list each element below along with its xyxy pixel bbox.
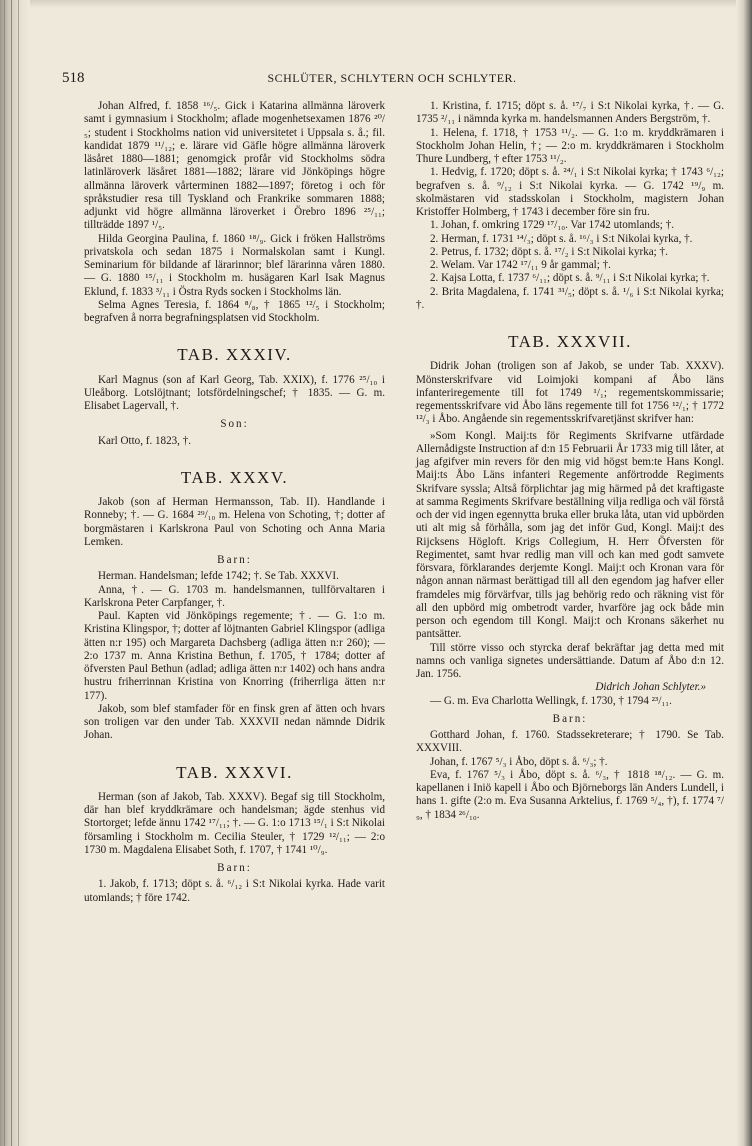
gutter-line [18, 0, 19, 1146]
running-head [62, 70, 722, 90]
tab-34-heading: TAB. XXXIV. [177, 345, 292, 365]
tab-36-child: 2. Brita Magdalena, f. 1741 ³¹/₅; döpt s. å. ¹/₆ i S:t Nikolai kyrka; †. [416, 285, 724, 311]
entry-johan-alfred: Johan Alfred, f. 1858 ¹⁶/₅. Gick i Katarina allmänna läroverk samt i gymnasium i Stockholm; aflade mogenhetsexamen 1876 ²⁰/₅; student i Stockholms nation vid universitetet i Uppsala s. å.; fil. kandidat 1879 ¹¹/₁₂; e. lärare vid Gäfle högre allmänna läroverk läsåret 1880—1881; genomgick profår vid Stockholms södra latinläroverk läsåret 1881—1882; lärare vid Jönköpings högre allmänna läroverk vårterminen 1882—1897; företog i och för språkstudier resa till Tyskland och Frankrike sommaren 1888; adjunkt vid högre allmänna läroverket i Örebro 1896 ²⁵/₁₁; tillträdde 1897 ¹/₅. [84, 100, 385, 232]
tab-34-entry: Karl Magnus (son af Karl Georg, Tab. XXIX), f. 1776 ²⁵/₁₀ i Uleåborg. Lotslöjtnant; lotsfördelningschef; † 1835. — G. m. Elisabet Lagervall, †. [84, 373, 385, 412]
right-column [416, 100, 724, 822]
tab-37-heading: TAB. XXXVII. [508, 332, 632, 351]
tab-36-child: 1. Helena, f. 1718, † 1753 ¹¹/₂. — G. 1:o m. kryddkrämaren i Stockholm Johan Helin, †; — 2:o m. kryddkrämaren i Stockholm Thure Lundberg, † efter 1753 ¹¹/₂. [416, 126, 724, 165]
tab-36-child: 2. Kajsa Lotta, f. 1737 ⁶/₁₁; döpt s. å. ⁹/₁₁ i S:t Nikolai kyrka; †. [430, 272, 710, 285]
tab-37-quote [416, 430, 724, 682]
tab-36-child: 1. Jakob, f. 1713; döpt s. å. ⁶/₁₂ i S:t Nikolai kyrka. Hade varit utomlands; † före 1742. [84, 878, 385, 904]
page-gutter [0, 0, 30, 1146]
quote-paragraph: Till större visso och styrcka deraf bekräftar jag detta med mit namns och vanliga signetes undersättiande. Datum af Åbo d:n 12. Jan. 1756. [416, 641, 724, 680]
gutter-line [4, 0, 5, 1146]
tab-36-child: 1. Johan, f. omkring 1729 ¹⁷/₁₀. Var 1742 utomlands; †. [430, 219, 674, 232]
tab-37-child: Eva, f. 1767 ⁵/₃ i Åbo, döpt s. å. ⁶/₃, † 1818 ¹⁸/₁₂. — G. m. kapellanen i Iniö kapell i Åbo och Björneborgs län Anders Lundell, i hans 1. gifte (2:o m. Eva Susanna Arktelius, f. 1769 ⁵/₄, †), f. 1774 ⁷/₉, † 1834 ²⁶/₁₀. [416, 768, 724, 821]
tab-36-child: 1. Hedvig, f. 1720; döpt s. å. ²⁴/₁ i S:t Nikolai kyrka; † 1743 ⁶/₁₂; begrafven s. å. ⁹/₁₂ i S:t Nikolai kyrka. — G. 1742 ¹⁹/₉ m. skolmästaren vid stadsskolan i Stockholm, magistern Johan Kristoffer Holmberg, † 1743 i december före sin fru. [416, 166, 724, 218]
tab-35-child: Herman. Handelsman; lefde 1742; †. Se Tab. XXXVI. [98, 570, 339, 583]
tab-35-entry: Jakob (son af Herman Hermansson, Tab. II). Handlande i Ronneby; †. — G. 1684 ²⁹/₁₀ m. Helena von Schoting, †; dotter af borgmästaren i Karlskrona Paul von Schoting och Anna Maria Lemken. [84, 496, 385, 548]
entry-selma-agnes: Selma Agnes Teresia, f. 1864 ⁸/₈, † 1865 ¹²/₅ i Stockholm; begrafven å norra begrafningsplatsen vid Stockholm. [84, 298, 385, 324]
left-column [84, 100, 385, 905]
tab-37-marriage: — G. m. Eva Charlotta Wellingk, f. 1730, † 1794 ²³/₁₁. [430, 694, 672, 707]
tab-36-children-label: Barn: [217, 862, 252, 874]
tab-34-child: Karl Otto, f. 1823, †. [98, 434, 192, 447]
entry-hilda-georgina: Hilda Georgina Paulina, f. 1860 ¹⁸/₉. Gick i fröken Hallströms privatskola och sedan 1875 i Normalskolan samt i Kungl. Seminarium för bildande af lärarinnor; blef lärarinna våren 1880. — G. 1880 ¹⁵/₁₁ i Stockholm m. husägaren Karl Isak Magnus Eklund, f. 1833 ³/₁₁ i Östra Ryds socken i Stockholms län. [84, 232, 385, 298]
tab-37-entry: Didrik Johan (troligen son af Jakob, se under Tab. XXXV). Mönsterskrifvare vid Loimjoki kompani af Åbo läns infanteriregemente till fot 1749 ¹/₁; regementskommissarie; regementsskrifvare vid Åbo läns regemente till fot 1756 ¹²/₁; † 1772 ¹²/₃ i Åbo. Angående sin regementsskrifvaretjänst skrifver han: [416, 360, 724, 426]
tab-35-child: Jakob, som blef stamfader för en finsk gren af ätten och hvars son troligen var den under Tab. XXXVII nedan nämnde Didrik Johan. [84, 702, 385, 742]
tab-37-child: Gotthard Johan, f. 1760. Stadssekreterare; † 1790. Se Tab. XXXVIII. [416, 729, 724, 755]
gutter-line [11, 0, 12, 1146]
quote-paragraph: »Som Kongl. Maij:ts för Regiments Skrifvarne utfärdade Allernådigste Instruction af d:n 15 Februarii År 1733 mig till låter, at jag afgifver min revers för den mig vid högst bem:te Hans Kongl. Maij:ts Åbo Läns infanteri Regemente anförtrodde Regiments Skrifvare syssla; Altså förplichtar jag mig härmed på det kraftigaste at samma Regiments Skrifvare beställning vilja redliga och väl förstå och der vid ingen egennytta bruka eller bruka låta, utan vid upbörden uti alt mig så förhålla, som jag det inför Gud, Kongl. Maij:t des Rijcksens Högloft. Krigs Collegium, H. Herr Öfversten för Regimentet, samt hvar redlig man vill och kan med godt samvete försvara, förklarandes derjemte Kongl. Maij:t och Kronan vara för någon annan närmast berättigad till all den egendom jag hafver eller framdeles mig förvärfvar, tills jag behörig redo och räkning vist för all den upbörd mig ombetrodt varder, hvarföre jag ock både min person och egendom till Kongl. Maij:t och Kronans säkerhet nu pantsätter. [416, 429, 724, 641]
tab-36-child: 1. Kristina, f. 1715; döpt s. å. ¹⁷/₇ i S:t Nikolai kyrka, †. — G. 1735 ²/₁₁ i nämnda kyrka m. handelsmannen Anders Bergström, †. [416, 100, 724, 126]
page-number: 518 [62, 70, 85, 86]
tab-37-children-label: Barn: [552, 712, 588, 725]
page-top-edge [0, 0, 752, 8]
tab-36-child: 2. Petrus, f. 1732; döpt s. å. ¹⁷/₂ i S:t Nikolai kyrka; †. [430, 245, 668, 258]
tab-36-entry: Herman (son af Jakob, Tab. XXXV). Begaf sig till Stockholm, där han blef kryddkrämare och handelsman; ägde stenhus vid Stortorget; lefde ännu 1742 ¹⁷/₁₁; †. — G. 1:o 1713 ¹⁵/₁ i S:t Nikolai församling i Stockholm m. Cecilia Steuler, † 1729 ¹²/₁₁; — 2:o 1730 m. Magdalena Elisabet Soth, f. 1707, † 1741 ¹⁰/₉. [84, 790, 385, 856]
tab-36-child: 2. Welam. Var 1742 ¹⁷/₁₁ 9 år gammal; †. [430, 259, 611, 271]
tab-36-child: 2. Herman, f. 1731 ¹⁴/₃; döpt s. å. ¹⁶/₃ i S:t Nikolai kyrka, †. [430, 232, 693, 245]
tab-36-heading: TAB. XXXVI. [176, 762, 293, 782]
tab-35-heading: TAB. XXXV. [180, 467, 289, 487]
header-title: SCHLÜTER, SCHLYTERN OCH SCHLYTER. [267, 71, 517, 85]
quote-signature: Didrich Johan Schlyter.» [595, 681, 706, 694]
tab-34-children-label: Son: [220, 418, 249, 431]
tab-35-children-label: Barn: [217, 554, 252, 566]
tab-37-child: Johan, f. 1767 ⁵/₃ i Åbo, döpt s. å. ⁶/₃; †. [430, 755, 608, 768]
tab-35-child: Anna, †. — G. 1703 m. handelsmannen, tullförvaltaren i Karlskrona Peter Carpfanger, †. [84, 583, 385, 609]
page-right-edge [736, 0, 752, 1146]
tab-35-child: Paul. Kapten vid Jönköpings regemente; †. — G. 1:o m. Kristina Klingspor, †; dotter af löjtnanten Gabriel Klingspor (adliga ätten n:r 195) och Margareta Dachsberg (adliga ätten n:r 260); — 2:o 1737 m. Anna Kristina Bethun, f. 1705, † 1784; dotter af öfversten Paul Bethun (adlad; adliga ätten n:r 1402) och hans andra hustru friherrinnan Kristina von Knorring (friherrliga ätten n:r 177). [84, 610, 385, 702]
